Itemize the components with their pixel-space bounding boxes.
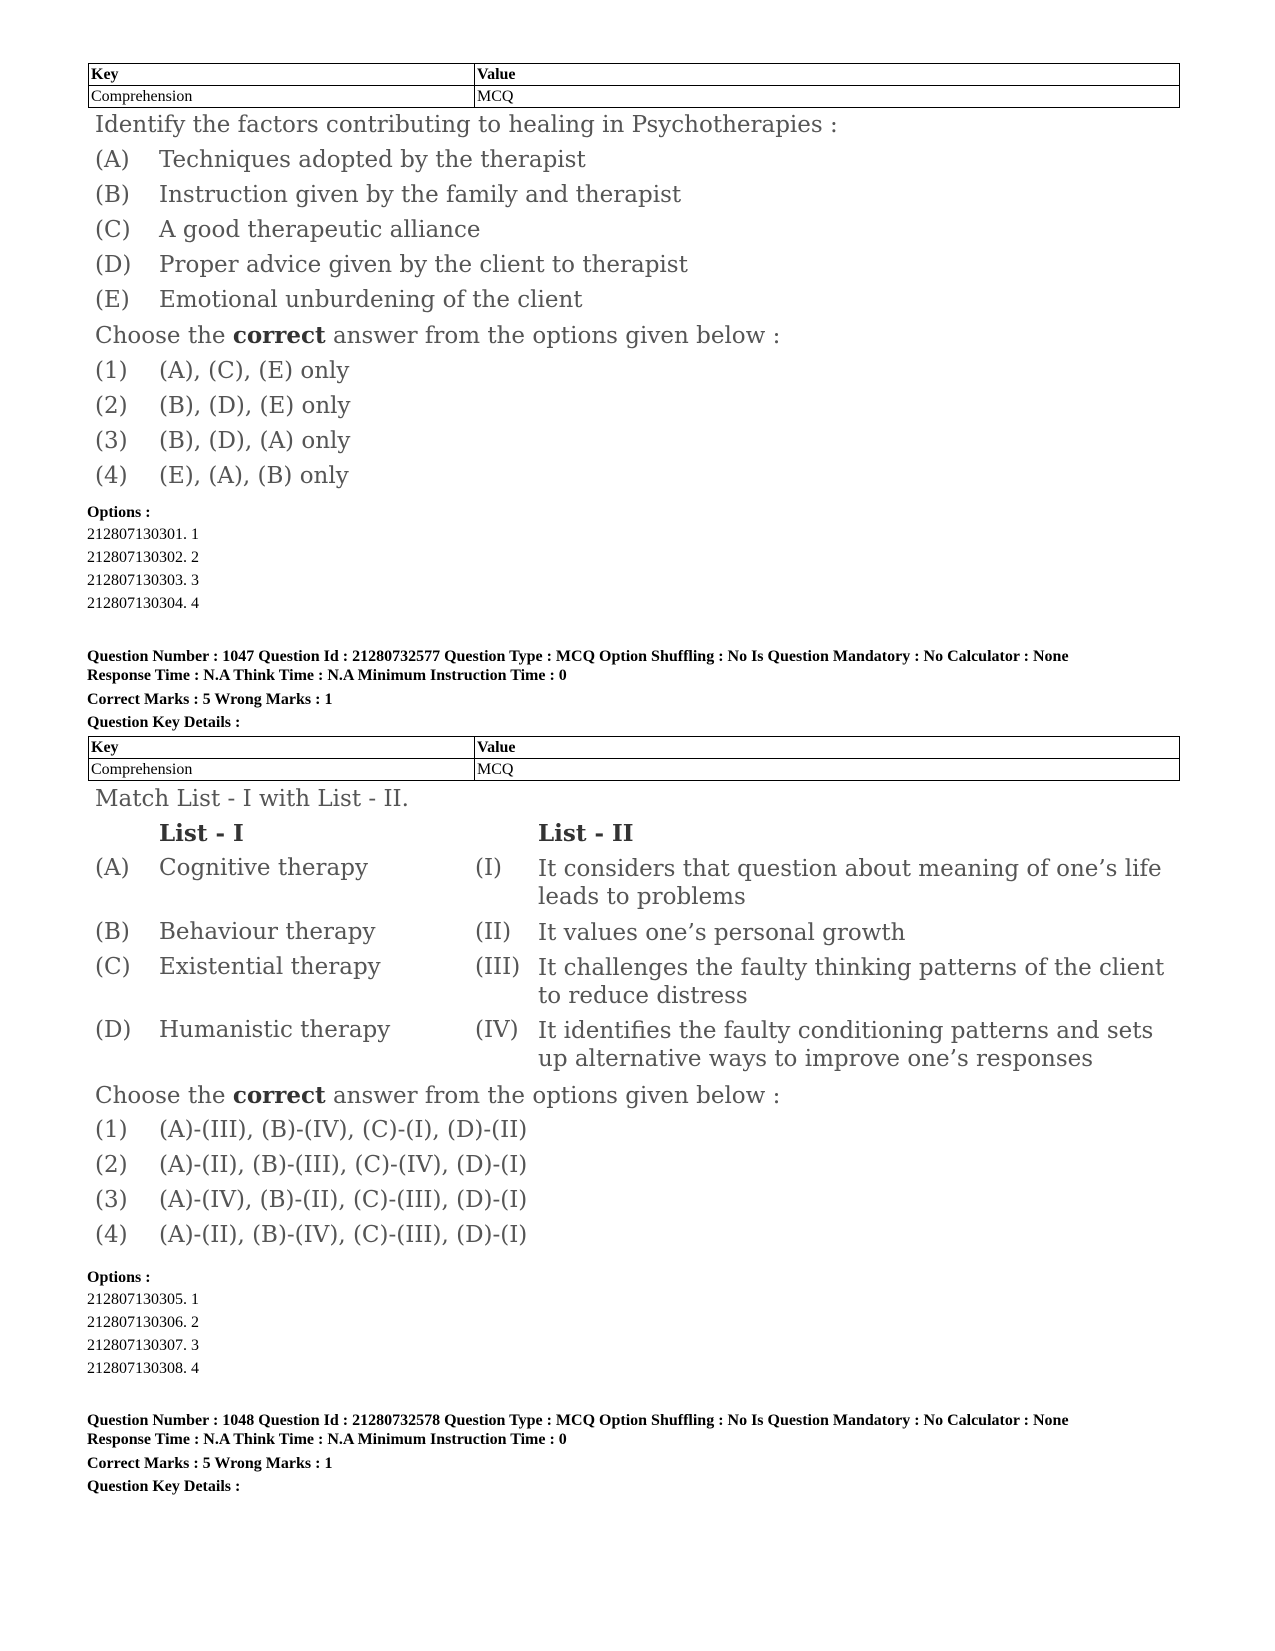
- question-meta: Question Number : 1047 Question Id : 21280732577 Question Type : MCQ Option Shuffling : No Is Question Mandatory : No Calculator : None: [87, 648, 1069, 665]
- option-item: 212807130308. 4: [87, 1360, 199, 1377]
- answer-choice: [95, 428, 350, 454]
- list2-label: (III): [475, 954, 521, 980]
- statement-label: (B): [95, 182, 130, 208]
- statement-text: Emotional unburdening of the client: [159, 287, 583, 313]
- answer-text: (A)-(II), (B)-(III), (C)-(IV), (D)-(I): [159, 1152, 528, 1178]
- statement-label: (D): [95, 252, 132, 278]
- option-item: 212807130306. 2: [87, 1314, 199, 1331]
- statement-label: (C): [95, 217, 131, 243]
- choose-text: answer from the options given below :: [325, 1083, 781, 1109]
- table-cell-value: MCQ: [475, 759, 1180, 781]
- option-item: 212807130303. 3: [87, 572, 199, 589]
- list2-label: (IV): [475, 1017, 519, 1043]
- statement-item: [95, 182, 681, 208]
- answer-text: (A)-(II), (B)-(IV), (C)-(III), (D)-(I): [159, 1222, 528, 1248]
- option-item: 212807130301. 1: [87, 526, 199, 543]
- list1-label: (C): [95, 954, 131, 980]
- list2-label: (I): [475, 855, 503, 881]
- answer-text: (A)-(III), (B)-(IV), (C)-(I), (D)-(II): [159, 1117, 528, 1143]
- answer-label: (4): [95, 463, 128, 489]
- choose-text: Choose the: [95, 1083, 233, 1109]
- list1-label: (D): [95, 1017, 132, 1043]
- answer-label: (1): [95, 1117, 128, 1143]
- question-meta: Response Time : N.A Think Time : N.A Minimum Instruction Time : 0: [87, 667, 567, 684]
- statement-label: (A): [95, 147, 130, 173]
- answer-choice: [95, 393, 351, 419]
- answer-choice: [95, 1187, 527, 1213]
- question-marks: Correct Marks : 5 Wrong Marks : 1: [87, 691, 333, 708]
- answer-text: (A)-(IV), (B)-(II), (C)-(III), (D)-(I): [159, 1187, 528, 1213]
- table-row: [89, 759, 1180, 781]
- table-header-row: [89, 64, 1180, 86]
- choose-text: answer from the options given below :: [325, 323, 781, 349]
- choose-instruction: [95, 1082, 780, 1109]
- table-cell-key: Comprehension: [89, 86, 475, 108]
- table-header-row: [89, 737, 1180, 759]
- question-meta: Response Time : N.A Think Time : N.A Minimum Instruction Time : 0: [87, 1431, 567, 1448]
- options-heading: Options :: [87, 504, 151, 521]
- list2-heading: [538, 820, 634, 847]
- answer-label: (3): [95, 428, 128, 454]
- question-marks: Correct Marks : 5 Wrong Marks : 1: [87, 1455, 333, 1472]
- table-header-key: Key: [89, 64, 475, 86]
- list1-label: (A): [95, 855, 130, 881]
- question-key-details: Question Key Details :: [87, 1478, 241, 1495]
- answer-choice: [95, 358, 349, 384]
- list1-label: (B): [95, 919, 130, 945]
- answer-label: (1): [95, 358, 128, 384]
- table-header-key: Key: [89, 737, 475, 759]
- question-stem: Identify the factors contributing to healing in Psychotherapies :: [95, 112, 838, 138]
- answer-text: (B), (D), (E) only: [159, 393, 351, 419]
- statement-item: [95, 147, 586, 173]
- answer-text: (A), (C), (E) only: [159, 358, 350, 384]
- answer-label: (4): [95, 1222, 128, 1248]
- key-value-table: [88, 63, 1180, 108]
- list2-label: (II): [475, 919, 512, 945]
- option-item: 212807130305. 1: [87, 1291, 199, 1308]
- choose-bold: correct: [232, 1082, 326, 1109]
- answer-label: (2): [95, 1152, 128, 1178]
- option-item: 212807130304. 4: [87, 595, 199, 612]
- list2-heading-text: List - II: [538, 820, 634, 847]
- list1-item: Cognitive therapy: [159, 855, 368, 881]
- answer-choice: [95, 1152, 527, 1178]
- list1-heading-text: List - I: [159, 820, 244, 847]
- question-meta: Question Number : 1048 Question Id : 21280732578 Question Type : MCQ Option Shuffling : No Is Question Mandatory : No Calculator : None: [87, 1412, 1069, 1429]
- option-item: 212807130302. 2: [87, 549, 199, 566]
- list1-item: Existential therapy: [159, 954, 381, 980]
- question-key-details: Question Key Details :: [87, 714, 241, 731]
- answer-choice: [95, 1117, 527, 1143]
- choose-text: Choose the: [95, 323, 233, 349]
- statement-text: Proper advice given by the client to therapist: [159, 252, 688, 278]
- option-item: 212807130307. 3: [87, 1337, 199, 1354]
- statement-item: [95, 287, 583, 313]
- statement-text: A good therapeutic alliance: [159, 217, 481, 243]
- options-heading: Options :: [87, 1269, 151, 1286]
- table-header-value: Value: [475, 737, 1180, 759]
- question-stem: Match List - I with List - II.: [95, 786, 409, 812]
- list1-item: Humanistic therapy: [159, 1017, 391, 1043]
- answer-text: (E), (A), (B) only: [159, 463, 349, 489]
- key-value-table: [88, 736, 1180, 781]
- statement-text: Instruction given by the family and therapist: [159, 182, 682, 208]
- statement-item: [95, 217, 480, 243]
- list1-item: Behaviour therapy: [159, 919, 376, 945]
- list2-item: It challenges the faulty thinking patterns of the client to reduce distress: [538, 955, 1165, 1009]
- list2-item: It considers that question about meaning of one’s life leads to problems: [538, 856, 1162, 910]
- answer-text: (B), (D), (A) only: [159, 428, 351, 454]
- list2-item: It identifies the faulty conditioning patterns and sets up alternative ways to improve one’s responses: [538, 1018, 1154, 1072]
- answer-label: (3): [95, 1187, 128, 1213]
- statement-text: Techniques adopted by the therapist: [159, 147, 586, 173]
- choose-instruction: [95, 322, 780, 349]
- answer-choice: [95, 463, 349, 489]
- list1-heading: [159, 820, 244, 847]
- answer-label: (2): [95, 393, 128, 419]
- table-header-value: Value: [475, 64, 1180, 86]
- statement-item: [95, 252, 688, 278]
- answer-choice: [95, 1222, 527, 1248]
- statement-label: (E): [95, 287, 130, 313]
- table-cell-value: MCQ: [475, 86, 1180, 108]
- table-row: [89, 86, 1180, 108]
- choose-bold: correct: [232, 322, 326, 349]
- list2-item: It values one’s personal growth: [538, 920, 906, 946]
- table-cell-key: Comprehension: [89, 759, 475, 781]
